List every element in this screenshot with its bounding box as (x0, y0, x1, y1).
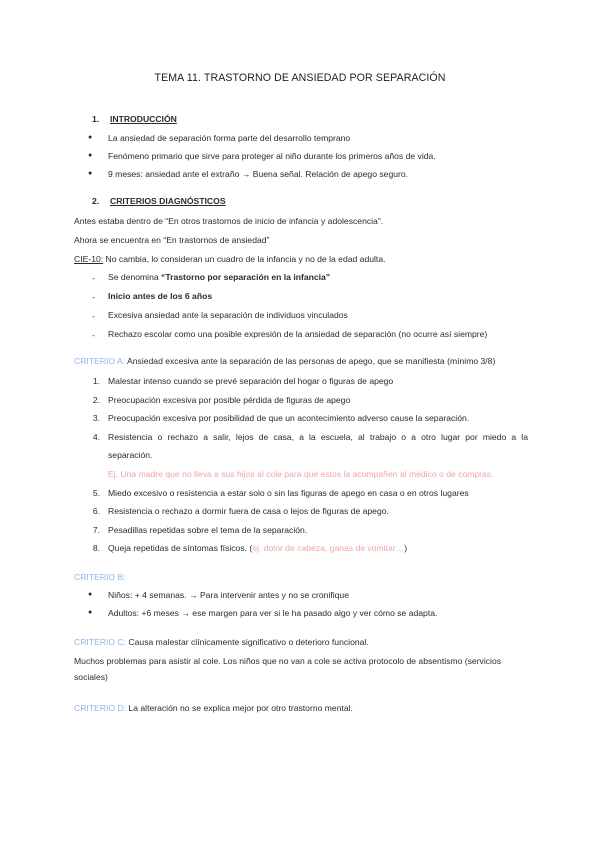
bullet-icon: ● (88, 591, 93, 598)
section-number: 1. (92, 114, 100, 124)
cie-paragraph (74, 254, 386, 265)
list-item (108, 543, 407, 554)
list-item-text: Rechazo escolar como una posible expresión de la ansiedad de separación (no ocurre así siempre) (108, 329, 488, 339)
paragraph: Antes estaba dentro de “En otros trastornos de inicio de infancia y adolescencia”. (74, 216, 384, 226)
list-number: 1. (92, 376, 100, 386)
dash-icon: - (92, 330, 95, 340)
example-text: ej. dolor de cabeza, ganas de vomitar… (252, 543, 405, 553)
bullet-icon: ● (88, 170, 93, 177)
list-item-text: Se denomina (108, 272, 162, 282)
list-item: Fenómeno primario que sirve para proteger al niño durante los primeros años de vida. (108, 151, 436, 161)
list-item (108, 272, 330, 283)
list-number: 4. (92, 432, 100, 442)
bullet-icon: ● (88, 134, 93, 141)
list-item: Preocupación excesiva por posible pérdida de figuras de apego (108, 395, 351, 405)
list-item: Malestar intenso cuando se prevé separación del hogar o figuras de apego (108, 376, 394, 386)
paragraph: Ahora se encuentra en “En trastornos de ansiedad” (74, 235, 270, 245)
list-item (108, 291, 212, 302)
list-number: 7. (92, 525, 100, 535)
dash-icon: - (92, 273, 95, 283)
list-item: Preocupación excesiva por posibilidad de que un acontecimiento adverso cause la separación. (108, 413, 470, 423)
dash-icon: - (92, 292, 95, 302)
list-number: 8. (92, 543, 100, 553)
list-item-text: Excesiva ansiedad ante la separación de individuos vinculados (108, 310, 348, 320)
criterio-d-paragraph (74, 703, 353, 714)
cie-label: CIE-10: (74, 254, 104, 264)
section-number: 2. (92, 196, 100, 206)
criterio-a-paragraph (74, 356, 495, 367)
list-item (108, 329, 487, 340)
list-number: 6. (92, 506, 100, 516)
criterio-c-label: CRITERIO C: (74, 637, 127, 647)
paragraph: Muchos problemas para asistir al cole. Los niños que no van a cole se activa protocolo de absentismo (servicios sociales) (74, 656, 502, 682)
cie-text: No cambia, lo consideran un cuadro de la infancia y no de la edad adulta. (103, 254, 386, 264)
list-number: 5. (92, 488, 100, 498)
section-title: CRITERIOS DIAGNÓSTICOS (110, 196, 226, 206)
bullet-icon: ● (88, 152, 93, 159)
list-item: Adultos: +6 meses → ese margen para ver si le ha pasado algo y ver cómo se adapta. (108, 608, 438, 618)
section-heading-introduccion (92, 114, 177, 125)
criterio-a-text: Ansiedad excesiva ante la separación de las personas de apego, que se manifiesta (mínimo 3/8) (125, 356, 496, 366)
list-item-bold: Inicio antes de los 6 años (108, 291, 213, 301)
list-item: Resistencia o rechazo a dormir fuera de casa o lejos de figuras de apego. (108, 506, 389, 516)
list-item: Resistencia o rechazo a salir, lejos de casa, a la escuela, al trabajo o a otro lugar por miedo a la (108, 432, 528, 442)
criterio-c-text: Causa malestar clínicamente significativo o deterioro funcional. (126, 637, 369, 647)
example-text: Ej. Una madre que no lleva a sus hijos al cole para que estos la acompañen al médico o de compras. (108, 469, 494, 479)
criterio-a-label: CRITERIO A: (74, 356, 126, 366)
list-item: Miedo excesivo o resistencia a estar solo o sin las figuras de apego en casa o en otros lugares (108, 488, 469, 498)
page-title: TEMA 11. TRASTORNO DE ANSIEDAD POR SEPARACIÓN (154, 72, 446, 84)
section-title: INTRODUCCIÓN (110, 114, 177, 124)
list-item-continuation: separación. (108, 450, 153, 460)
list-item: La ansiedad de separación forma parte del desarrollo temprano (108, 133, 351, 143)
list-item: 9 meses: ansiedad ante el extraño → Buena señal. Relación de apego seguro. (108, 169, 409, 179)
list-item: Pesadillas repetidas sobre el tema de la separación. (108, 525, 308, 535)
bullet-icon: ● (88, 609, 93, 616)
list-number: 3. (92, 413, 100, 423)
list-item: Niños: + 4 semanas. → Para intervenir antes y no se cronifique (108, 590, 349, 600)
criterio-b-label: CRITERIO B: (74, 572, 126, 582)
list-number: 2. (92, 395, 100, 405)
list-item-text: Queja repetidas de síntomas físicos. ( (108, 543, 253, 553)
list-item (108, 310, 348, 321)
list-item-bold: “Trastorno por separación en la infancia” (161, 272, 331, 282)
criterio-d-label: CRITERIO D: (74, 703, 127, 713)
criterio-d-text: La alteración no se explica mejor por otro trastorno mental. (126, 703, 353, 713)
list-item-text: ) (404, 543, 408, 553)
dash-icon: - (92, 311, 95, 321)
section-heading-criterios (92, 196, 226, 207)
criterio-c-paragraph (74, 637, 369, 648)
